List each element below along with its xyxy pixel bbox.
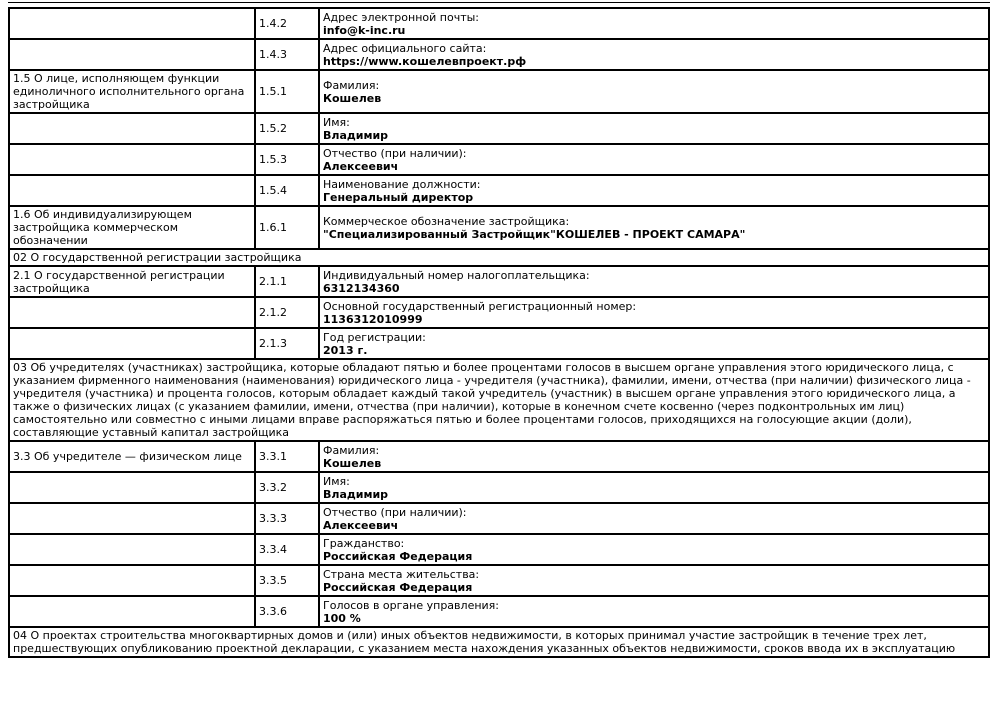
declaration-item-row bbox=[9, 175, 989, 206]
declaration-item-row bbox=[9, 472, 989, 503]
field-label: Фамилия: bbox=[323, 78, 380, 92]
row-content bbox=[319, 8, 989, 39]
row-group-title bbox=[9, 113, 255, 144]
row-content bbox=[319, 175, 989, 206]
row-group-title bbox=[9, 328, 255, 359]
row-group-title bbox=[9, 39, 255, 70]
field-label: Год регистрации: bbox=[323, 330, 426, 344]
row-group-title: 1.6 Об индивидуализирующем застройщика коммерческом обозначении bbox=[9, 206, 255, 249]
row-group-title bbox=[9, 8, 255, 39]
field-label: Имя: bbox=[323, 115, 350, 129]
declaration-item-row bbox=[9, 328, 989, 359]
row-group-title bbox=[9, 472, 255, 503]
row-group-title bbox=[9, 503, 255, 534]
declaration-item-row bbox=[9, 297, 989, 328]
declaration-table-body bbox=[9, 8, 989, 657]
row-group-title: 1.5 О лице, исполняющем функции единоличного исполнительного органа застройщика bbox=[9, 70, 255, 113]
row-content bbox=[319, 503, 989, 534]
row-group-title: 2.1 О государственной регистрации застройщика bbox=[9, 266, 255, 297]
field-value: "Специализированный Застройщик"КОШЕЛЕВ - ПРОЕКТ САМАРА" bbox=[323, 227, 746, 241]
declaration-item-row bbox=[9, 534, 989, 565]
section-header-text: 03 Об учредителях (участниках) застройщика, которые обладают пятью и более процентами голосов в высшем органе управления этого юридического лица, с указанием фирменного наименования (наименования) юридического лица - учредителя (участника), фамилии, имени, отчества (при наличии) физического лица - учредителя (участника) и процента голосов, которым обладает каждый такой учредитель (участник) в высшем органе управления этого юридического лица, а также о физических лицах (с указанием фамилии, имени, отчества (при наличии), которые в конечном счете косвенно (через подконтрольных им лиц) самостоятельно или совместно с иными лицами вправе распоряжаться пятью и более процентами голосов, приходящихся на голосующие акции (доли), составляющие уставный капитал застройщика bbox=[9, 359, 989, 441]
declaration-item-row bbox=[9, 266, 989, 297]
row-content bbox=[319, 596, 989, 627]
section-header-text: 04 О проектах строительства многоквартирных домов и (или) иных объектов недвижимости, в которых принимал участие застройщик в течение трех лет, предшествующих опубликованию проектной декларации, с указанием места нахождения указанных объектов недвижимости, сроков ввода их в эксплуатацию bbox=[9, 627, 989, 657]
row-number: 3.3.2 bbox=[255, 472, 319, 503]
row-number: 3.3.3 bbox=[255, 503, 319, 534]
row-number: 3.3.5 bbox=[255, 565, 319, 596]
table-top-cut-line bbox=[8, 2, 990, 3]
declaration-item-row bbox=[9, 596, 989, 627]
field-value: Кошелев bbox=[323, 91, 382, 105]
declaration-item-row bbox=[9, 39, 989, 70]
row-content bbox=[319, 206, 989, 249]
row-content bbox=[319, 144, 989, 175]
row-number: 2.1.3 bbox=[255, 328, 319, 359]
field-value: Владимир bbox=[323, 487, 389, 501]
field-label: Фамилия: bbox=[323, 443, 380, 457]
field-value: 100 % bbox=[323, 611, 361, 625]
row-content bbox=[319, 70, 989, 113]
field-value: Российская Федерация bbox=[323, 549, 473, 563]
field-label: Гражданство: bbox=[323, 536, 405, 550]
row-number: 1.5.4 bbox=[255, 175, 319, 206]
declaration-item-row bbox=[9, 70, 989, 113]
row-number: 3.3.1 bbox=[255, 441, 319, 472]
field-value: Алексеевич bbox=[323, 518, 399, 532]
field-label: Отчество (при наличии): bbox=[323, 146, 467, 160]
field-label: Страна места жительства: bbox=[323, 567, 480, 581]
field-value: Российская Федерация bbox=[323, 580, 473, 594]
row-number: 1.4.2 bbox=[255, 8, 319, 39]
row-content bbox=[319, 565, 989, 596]
field-value: 6312134360 bbox=[323, 281, 400, 295]
row-content bbox=[319, 266, 989, 297]
field-label: Имя: bbox=[323, 474, 350, 488]
field-label: Отчество (при наличии): bbox=[323, 505, 467, 519]
field-label: Коммерческое обозначение застройщика: bbox=[323, 214, 570, 228]
section-header-text: 02 О государственной регистрации застройщика bbox=[9, 249, 989, 266]
field-label: Адрес электронной почты: bbox=[323, 10, 480, 24]
declaration-item-row bbox=[9, 113, 989, 144]
field-value: Генеральный директор bbox=[323, 190, 474, 204]
field-value: Владимир bbox=[323, 128, 389, 142]
field-label: Индивидуальный номер налогоплательщика: bbox=[323, 268, 590, 282]
field-value: 1136312010999 bbox=[323, 312, 423, 326]
row-content bbox=[319, 472, 989, 503]
field-label: Адрес официального сайта: bbox=[323, 41, 487, 55]
row-number: 1.5.2 bbox=[255, 113, 319, 144]
field-value: https://www.кошелевпроект.рф bbox=[323, 54, 527, 68]
declaration-item-row bbox=[9, 8, 989, 39]
row-number: 1.4.3 bbox=[255, 39, 319, 70]
row-content bbox=[319, 113, 989, 144]
row-number: 1.5.1 bbox=[255, 70, 319, 113]
project-declaration-table bbox=[8, 7, 990, 658]
row-number: 3.3.6 bbox=[255, 596, 319, 627]
section-header-row bbox=[9, 249, 989, 266]
row-group-title bbox=[9, 144, 255, 175]
field-value: info@k-inc.ru bbox=[323, 23, 406, 37]
row-group-title: 3.3 Об учредителе — физическом лице bbox=[9, 441, 255, 472]
declaration-item-row bbox=[9, 144, 989, 175]
row-group-title bbox=[9, 175, 255, 206]
field-value: 2013 г. bbox=[323, 343, 368, 357]
declaration-item-row bbox=[9, 441, 989, 472]
row-content bbox=[319, 441, 989, 472]
field-label: Наименование должности: bbox=[323, 177, 481, 191]
row-content bbox=[319, 297, 989, 328]
row-number: 1.5.3 bbox=[255, 144, 319, 175]
row-content bbox=[319, 39, 989, 70]
section-header-row bbox=[9, 627, 989, 657]
row-number: 1.6.1 bbox=[255, 206, 319, 249]
field-label: Основной государственный регистрационный номер: bbox=[323, 299, 637, 313]
row-group-title bbox=[9, 565, 255, 596]
row-group-title bbox=[9, 297, 255, 328]
declaration-item-row bbox=[9, 503, 989, 534]
row-group-title bbox=[9, 534, 255, 565]
section-header-row bbox=[9, 359, 989, 441]
declaration-item-row bbox=[9, 565, 989, 596]
row-group-title bbox=[9, 596, 255, 627]
row-number: 2.1.2 bbox=[255, 297, 319, 328]
declaration-item-row bbox=[9, 206, 989, 249]
field-value: Алексеевич bbox=[323, 159, 399, 173]
row-number: 3.3.4 bbox=[255, 534, 319, 565]
row-content bbox=[319, 328, 989, 359]
row-number: 2.1.1 bbox=[255, 266, 319, 297]
field-value: Кошелев bbox=[323, 456, 382, 470]
row-content bbox=[319, 534, 989, 565]
field-label: Голосов в органе управления: bbox=[323, 598, 499, 612]
